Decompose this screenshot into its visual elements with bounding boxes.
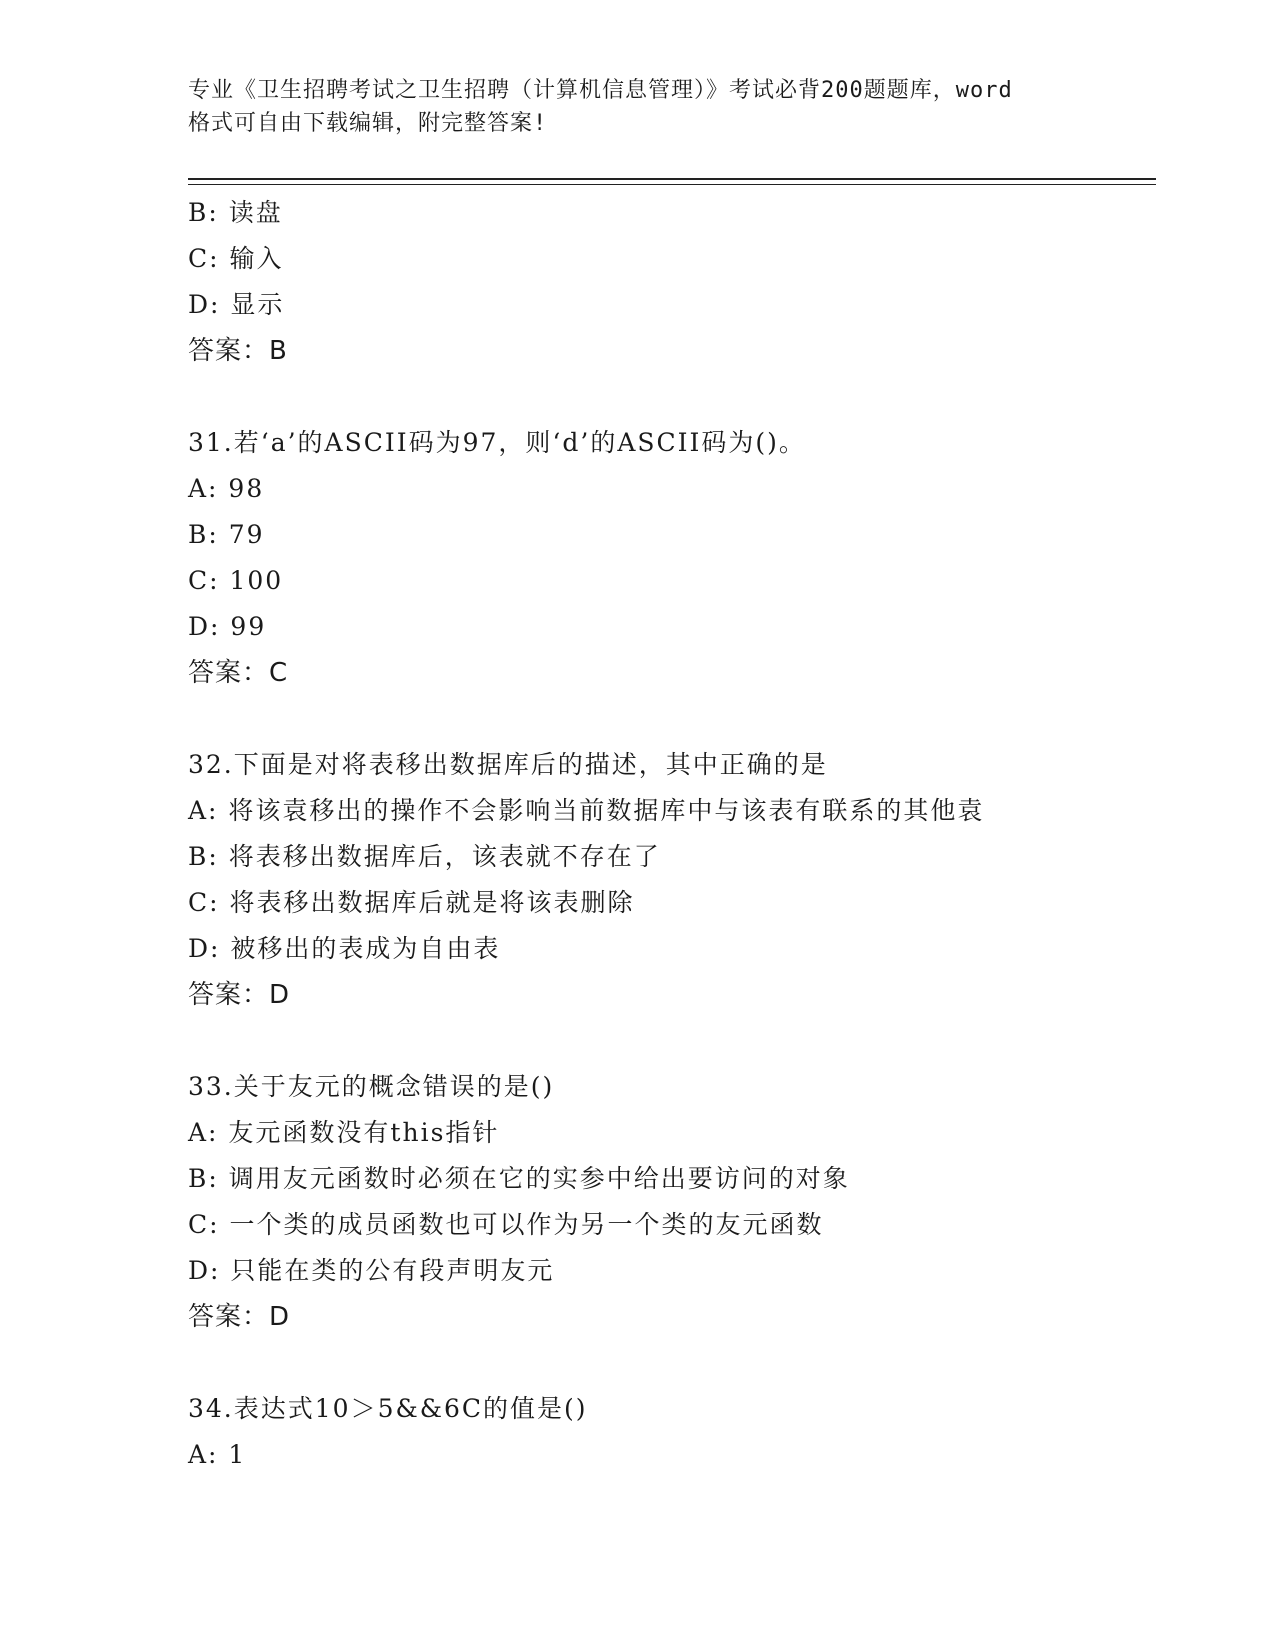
question-stem: 34.表达式10＞5&&6C的值是() (188, 1394, 588, 1423)
answer-line: 答案：B (188, 336, 288, 366)
question-stem: 31.若‘a’的ASCII码为97，则‘d’的ASCII码为()。 (188, 428, 806, 457)
question-stem: 33.关于友元的概念错误的是() (188, 1072, 555, 1101)
answer-line: 答案：D (188, 980, 291, 1010)
option-b: B: 79 (188, 520, 265, 549)
question-block-32 (188, 742, 1188, 1018)
option-a: A: 98 (188, 474, 265, 503)
header-title-line-2: 格式可自由下载编辑，附完整答案! (188, 111, 548, 136)
option-a: A: 1 (188, 1440, 247, 1469)
question-block-33 (188, 1064, 1188, 1340)
question-block-31 (188, 420, 1188, 696)
option-a: A: 友元函数没有this指针 (188, 1118, 500, 1147)
header-rule-thin (188, 184, 1156, 185)
spacer (188, 374, 1188, 420)
header-rule-thick (188, 178, 1156, 180)
option-b: B: 调用友元函数时必须在它的实参中给出要访问的对象 (188, 1164, 850, 1193)
option-c: C: 100 (188, 566, 284, 595)
option-c: C: 输入 (188, 244, 284, 273)
option-b: B: 读盘 (188, 198, 283, 227)
option-c: C: 将表移出数据库后就是将该表删除 (188, 888, 635, 917)
question-list (188, 190, 1188, 1478)
option-d: D: 显示 (188, 290, 285, 319)
option-b: B: 将表移出数据库后，该表就不存在了 (188, 842, 661, 871)
spacer (188, 1340, 1188, 1386)
document-header (188, 74, 1088, 140)
question-stem: 32.下面是对将表移出数据库后的描述，其中正确的是 (188, 750, 828, 779)
option-d: D: 只能在类的公有段声明友元 (188, 1256, 555, 1285)
spacer (188, 696, 1188, 742)
answer-line: 答案：D (188, 1302, 291, 1332)
question-block-30 (188, 190, 1188, 374)
answer-line: 答案：C (188, 658, 289, 688)
option-a: A: 将该袁移出的操作不会影响当前数据库中与该表有联系的其他袁 (188, 796, 985, 825)
question-block-34 (188, 1386, 1188, 1478)
spacer (188, 1018, 1188, 1064)
option-d: D: 被移出的表成为自由表 (188, 934, 501, 963)
header-title-line-1: 专业《卫生招聘考试之卫生招聘（计算机信息管理）》考试必背200题题库，word (188, 78, 1013, 103)
option-d: D: 99 (188, 612, 267, 641)
option-c: C: 一个类的成员函数也可以作为另一个类的友元函数 (188, 1210, 824, 1239)
